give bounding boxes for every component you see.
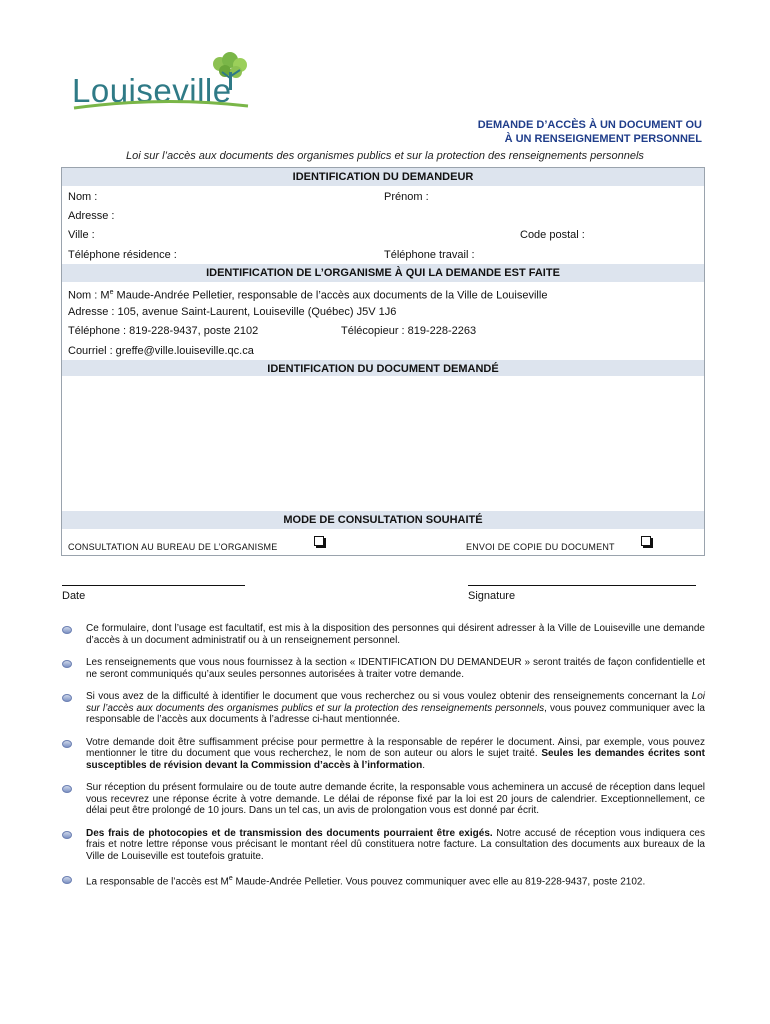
note-text: Votre demande doit être suffisamment précise pour permettre à la responsable de repérer le document. Ainsi, par exemple, vous pouvez mentionner le titre du document que vous recherchez, le nom de son auteur ou alors le sujet traité. xyxy=(86,736,705,759)
note-bold: Seules les demandes écrites sont susceptibles de révision devant la Commission d’accès à l’information xyxy=(86,748,705,771)
list-item xyxy=(62,873,705,888)
title-line-1: DEMANDE D’ACCÈS À UN DOCUMENT OU xyxy=(477,119,702,131)
code-postal-field[interactable]: Code postal : xyxy=(520,229,585,241)
organisme-nom-prefix: M xyxy=(100,289,110,302)
list-item xyxy=(62,691,705,726)
list-item xyxy=(62,828,705,863)
note-bold: Des frais de photocopies et de transmission des documents pourraient être exigés. xyxy=(86,827,493,839)
logo-text: Louiseville xyxy=(72,72,232,109)
note-text: . xyxy=(422,759,425,771)
organisme-courriel: Courriel : greffe@ville.louiseville.qc.ca xyxy=(68,345,254,357)
note-text: , vous pouvez communiquer avec la responsable de l’accès aux documents à l’adresse ci-haut mentionnée. xyxy=(86,702,705,725)
bullet-icon xyxy=(62,831,72,839)
tel-travail-field[interactable]: Téléphone travail : xyxy=(384,249,475,261)
note-text: Notre accusé de réception vous indiquera ces frais et notre lettre réponse vous précisant le montant réel dû constituera notre facture. La consultation des documents aux bureaux de la Ville de Louiseville est toutefois gratuite. xyxy=(86,827,705,862)
note-text: Si vous avez de la difficulté à identifier le document que vous recherchez ou si vous voulez obtenir des renseignements concernant la xyxy=(86,691,692,702)
swoosh-icon xyxy=(72,98,250,112)
section-document-heading: IDENTIFICATION DU DOCUMENT DEMANDÉ xyxy=(62,360,704,378)
ville-field[interactable]: Ville : xyxy=(68,229,95,241)
notes-list xyxy=(62,623,705,888)
organisme-telecopieur: Télécopieur : 819-228-2263 xyxy=(341,325,477,337)
signature-line[interactable] xyxy=(468,585,696,586)
adresse-field[interactable]: Adresse : xyxy=(68,210,115,222)
note-text: La responsable de l’accès est M xyxy=(86,876,229,888)
request-form xyxy=(61,167,705,556)
tel-residence-field[interactable]: Téléphone résidence : xyxy=(68,249,177,261)
bullet-icon xyxy=(62,694,72,702)
bullet-icon xyxy=(62,740,72,748)
option-copie-label: ENVOI DE COPIE DU DOCUMENT xyxy=(466,542,615,552)
organisme-telephone: Téléphone : 819-228-9437, poste 2102 xyxy=(68,325,259,337)
document-description-area[interactable] xyxy=(62,376,704,507)
note-text: Les renseignements que vous nous fournissez à la section « IDENTIFICATION DU DEMANDEUR » seront traités de façon confidentielle et ne seront communiqués qu’aux seules personnes autorisées à traiter votre demande. xyxy=(86,657,705,680)
organisme-nom-label: Nom : xyxy=(68,289,98,302)
bullet-icon xyxy=(62,626,72,634)
note-sup: e xyxy=(228,875,233,882)
copie-checkbox[interactable] xyxy=(641,536,651,546)
prenom-field[interactable]: Prénom : xyxy=(384,191,429,203)
law-subtitle: Loi sur l’accès aux documents des organismes publics et sur la protection des renseignements personnels xyxy=(126,150,644,162)
organisme-nom xyxy=(68,286,547,303)
organisme-nom-value: Maude-Andrée Pelletier, responsable de l’accès aux documents de la Ville de Louiseville xyxy=(116,289,548,302)
note-text: Maude-Andrée Pelletier. Vous pouvez communiquer avec elle au 819-228-9437, poste 2102. xyxy=(232,876,646,888)
section-demandeur-heading: IDENTIFICATION DU DEMANDEUR xyxy=(62,168,704,186)
note-text: Ce formulaire, dont l’usage est facultatif, est mis à la disposition des personnes qui désirent adresser à la Ville de Louiseville une demande d’accès à un document administratif ou à un renseignement personnel. xyxy=(86,623,705,646)
consultation-checkbox[interactable] xyxy=(314,536,324,546)
bullet-icon xyxy=(62,785,72,793)
organisme-adresse: Adresse : 105, avenue Saint-Laurent, Louiseville (Québec) J5V 1J6 xyxy=(68,306,397,318)
section-consultation-heading: MODE DE CONSULTATION SOUHAITÉ xyxy=(62,511,704,529)
organisme-nom-sup: e xyxy=(109,289,114,296)
document-title xyxy=(382,118,702,146)
louiseville-logo xyxy=(72,52,252,112)
nom-field[interactable]: Nom : xyxy=(68,191,98,203)
note-law-italic: Loi sur l’accès aux documents des organismes publics et sur la protection des renseignements personnels xyxy=(86,691,705,714)
option-consultation-label: CONSULTATION AU BUREAU DE L’ORGANISME xyxy=(68,542,278,552)
title-line-2: À UN RENSEIGNEMENT PERSONNEL xyxy=(504,133,702,145)
note-text: Sur réception du présent formulaire ou de toute autre demande écrite, la responsable vous acheminera un accusé de réception dans lequel vous recevrez une réponse écrite à votre demande. Le délai de réponse fixé par la loi est 20 jours de calendrier. Exceptionnellement, ce délai peut être prolongé de 10 jours. Dans un tel cas, un avis de prolongation vous est donné par écrit. xyxy=(86,782,705,816)
list-item xyxy=(62,623,705,646)
section-organisme-heading: IDENTIFICATION DE L’ORGANISME À QUI LA DEMANDE EST FAITE xyxy=(62,264,704,282)
date-line[interactable] xyxy=(62,585,245,586)
bullet-icon xyxy=(62,660,72,668)
list-item xyxy=(62,782,705,817)
list-item xyxy=(62,737,705,772)
list-item xyxy=(62,657,705,680)
bullet-icon xyxy=(62,876,72,884)
date-label: Date xyxy=(62,590,86,602)
signature-label: Signature xyxy=(468,590,516,602)
